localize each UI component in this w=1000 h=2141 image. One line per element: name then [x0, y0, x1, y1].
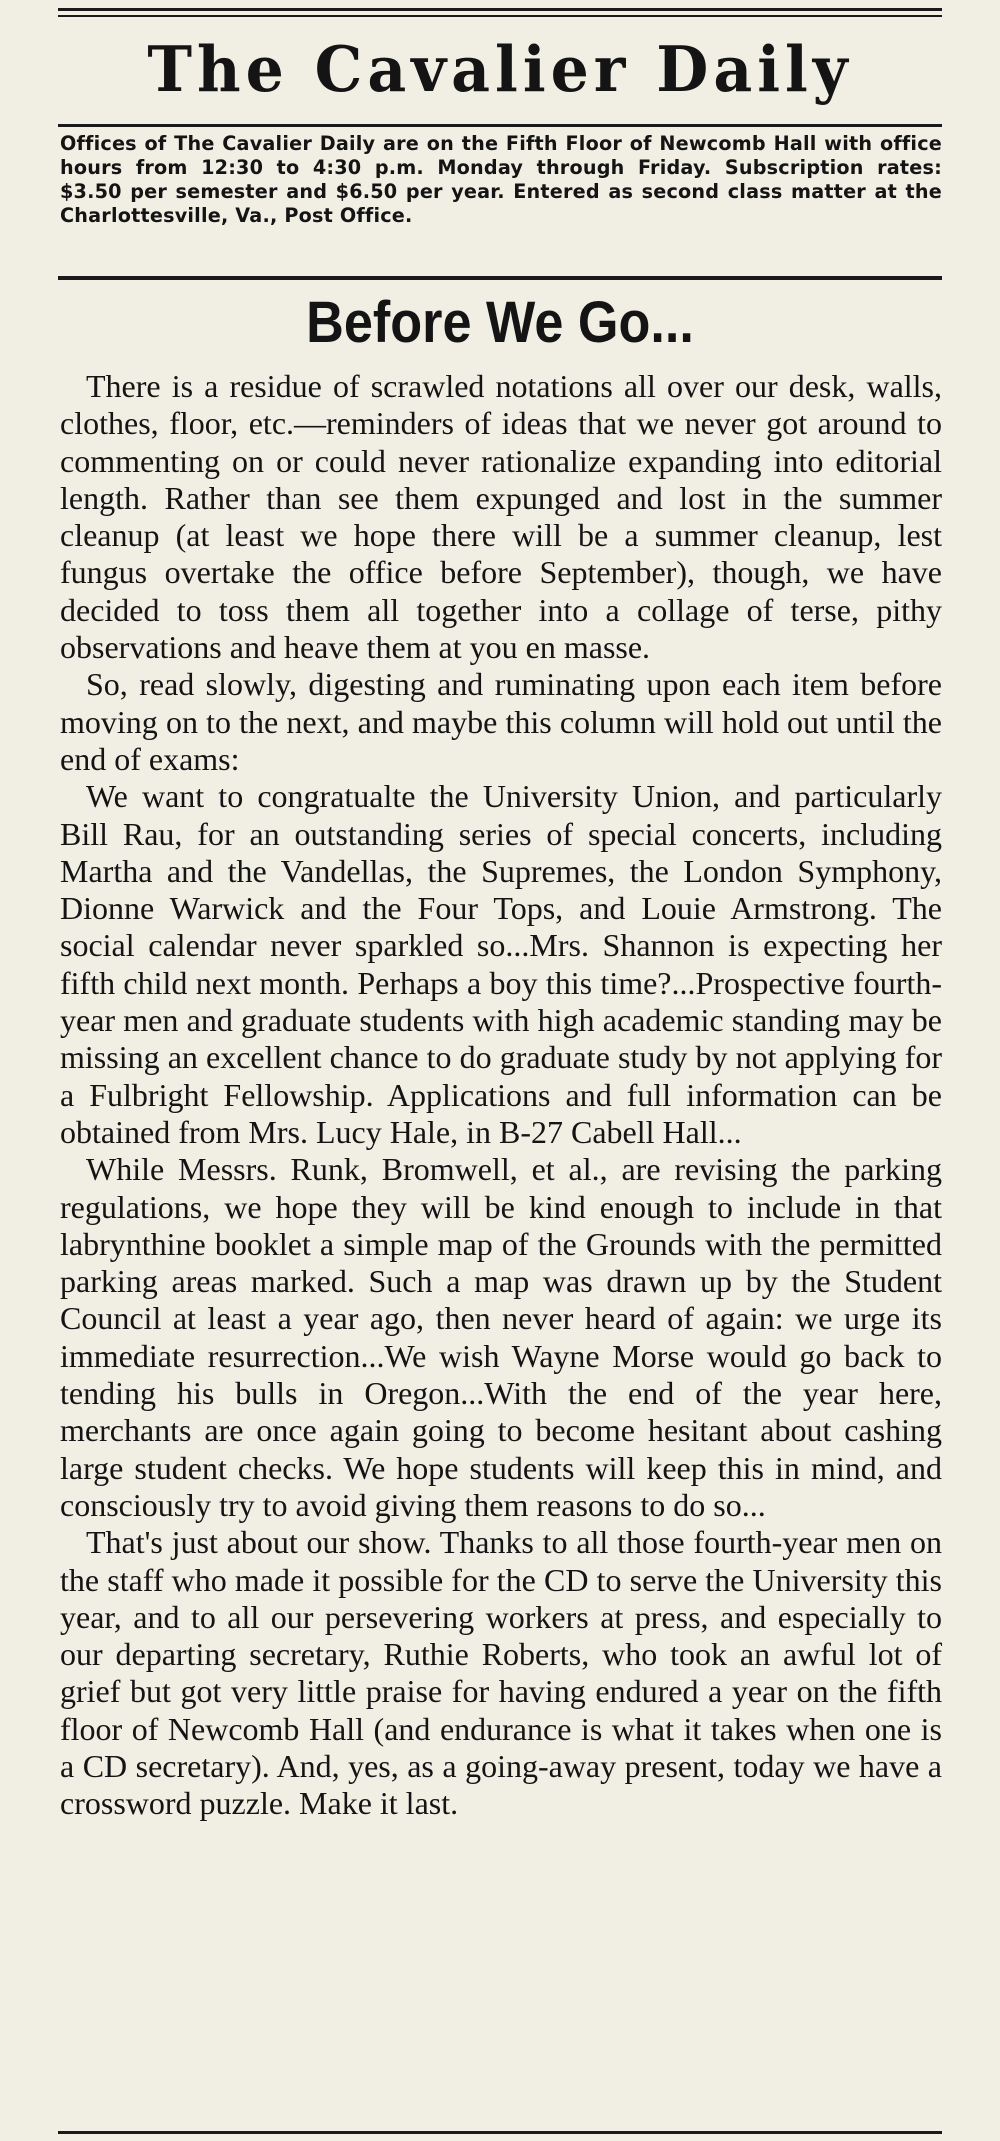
paragraph-read-slowly: So, read slowly, digesting and ruminating upon each item before moving on to the next, and maybe this column will hold out until the end of exams:	[60, 666, 942, 777]
masthead-title: The Cavalier Daily	[147, 33, 853, 107]
masthead-rule	[58, 124, 942, 127]
top-double-rule	[58, 8, 942, 11]
editorial-headline: Before We Go...	[306, 290, 694, 355]
paragraph-congratulations: We want to congratualte the University Union, and particularly Bill Rau, for an outstanding series of special concerts, including Martha and the Vandellas, the Supremes, the London Symphony, Dionne Warwick and the Four Tops, and Louie Armstrong. The social calendar never sparkled so...Mrs. Shannon is expecting her fifth child next month. Perhaps a boy this time?...Prospective fourth-year men and graduate students with high academic standing may be missing an excellent chance to do graduate study by not applying for a Fulbright Fellowship. Applications and full information can be obtained from Mrs. Lucy Hale, in B-27 Cabell Hall...	[60, 778, 942, 1150]
top-rule-thin	[58, 15, 942, 17]
paragraph-closing: That's just about our show. Thanks to all those fourth-year men on the staff who made it possible for the CD to serve the University this year, and to all our persevering workers at press, and especially to our departing secretary, Ruthie Roberts, who took an awful lot of grief but got very little praise for having endured a year on the fifth floor of Newcomb Hall (and endurance is what it takes when one is a CD secretary). And, yes, as a going-away present, today we have a crossword puzzle. Make it last.	[60, 1524, 942, 1822]
office-info: Offices of The Cavalier Daily are on the Fifth Floor of Newcomb Hall with office hours from 12:30 to 4:30 p.m. Monday through Friday. Subscription rates: $3.50 per semester and $6.50 per year. Entered as second class matter at the Charlottesville, Va., Post Office.	[60, 132, 942, 227]
bottom-rule	[58, 2131, 942, 2134]
editorial-body	[60, 368, 942, 1823]
info-rule	[58, 276, 942, 280]
paragraph-parking: While Messrs. Runk, Bromwell, et al., are revising the parking regulations, we hope they will be kind enough to include in that labrynthine booklet a simple map of the Grounds with the permitted parking areas marked. Such a map was drawn up by the Student Council at least a year ago, then never heard of again: we urge its immediate resurrection...We wish Wayne Morse would go back to tending his bulls in Oregon...With the end of the year here, merchants are once again going to become hesitant about cashing large student checks. We hope students will keep this in mind, and consciously try to avoid giving them reasons to do so...	[60, 1151, 942, 1523]
paragraph-intro: There is a residue of scrawled notations all over our desk, walls, clothes, floor, etc.—reminders of ideas that we never got around to commenting on or could never rationalize expanding into editorial length. Rather than see them expunged and lost in the summer cleanup (at least we hope there will be a summer cleanup, lest fungus overtake the office before September), though, we have decided to toss them all together into a collage of terse, pithy observations and heave them at you en masse.	[60, 368, 942, 666]
